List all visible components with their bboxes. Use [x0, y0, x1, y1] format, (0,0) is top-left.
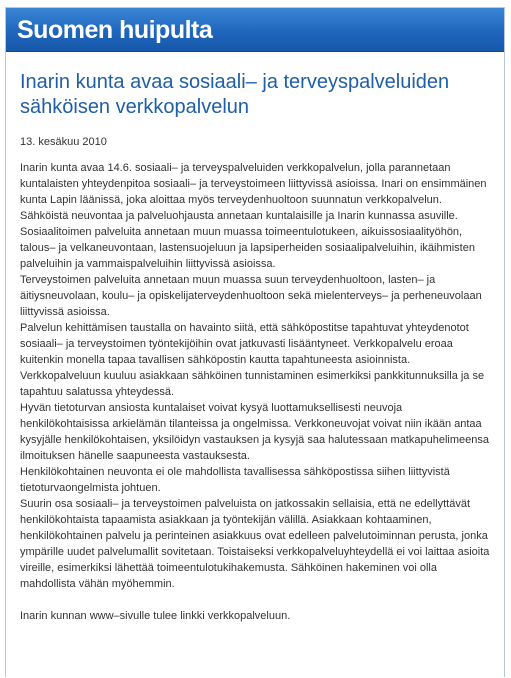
article-content: [6, 70, 504, 624]
paragraph: Suurin osa sosiaali– ja terveystoimen palveluista on jatkossakin sellaisia, että ne edellyttävät henkilökohtaista tapaamista asiakkaan ja työntekijän välillä. Asiakkaan kohtaaminen, henkilökohtainen palvelu ja perinteinen asiakkuus ovat edelleen palvelutoiminnan perusta, jonka ympärille uudet palvelumallit sovitetaan. Toistaiseksi verkkopalveluyhteydellä ei voi laittaa asioita vireille, esimerkiksi lähettää toimeentulotukihakemusta. Sähköinen hakeminen voi olla mahdollista vähän myöhemmin.: [20, 498, 490, 590]
paragraph: Palvelun kehittämisen taustalla on havainto siitä, että sähköpostitse tapahtuvat yhteydenotot sosiaali– ja terveystoimen työntekijöihin ovat jatkuvasti lisääntyneet. Verkkopalvelu eroaa kuitenkin monella tapaa tavallisen sähköpostin kautta tapahtuneesta asioinnista. Verkkopalveluun kuuluu asiakkaan sähköinen tunnistaminen esimerkiksi pankkitunnuksilla ja se tapahtuu salatussa yhteydessä.: [20, 322, 485, 398]
paragraph: Hyvän tietoturvan ansiosta kuntalaiset voivat kysyä luottamuksellisesti neuvoja henkilökohtaisissa arkielämän tilanteissa ja ongelmissa. Verkkoneuvojat voivat niin ikään antaa kysyjälle henkilökohtaisen, yksilöidyn vastauksen ja kysyjä saa halutessaan matkapuhelimeensa ilmoituksen hänelle saapuneesta vastauksesta.: [20, 402, 489, 462]
paragraph: Henkilökohtainen neuvonta ei ole mahdollista tavallisessa sähköpostissa siihen liittyvistä tietoturvaongelmista johtuen.: [20, 466, 450, 494]
article-body: [20, 160, 490, 624]
paragraph: Inarin kunta avaa 14.6. sosiaali– ja terveyspalveluiden verkkopalvelun, jolla parannetaan kuntalaisten yhteydenpitoa sosiaali– ja terveystoimeen liittyvissä asioissa. Inari on ensimmäinen kunta Lapin läänissä, joka aloittaa myös terveydenhuoltoon suunnatun verkkopalvelun. Sähköistä neuvontaa ja palveluohjausta annetaan kuntalaisille ja Inarin kunnassa asuville.: [20, 162, 487, 222]
paragraph: Inarin kunnan www–sivulle tulee linkki verkkopalveluun.: [20, 610, 291, 622]
paragraph: Terveystoimen palveluita annetaan muun muassa suun terveydenhuoltoon, lasten– ja äitiysneuvolaan, koulu– ja opiskelijaterveydenhuoltoon sekä mielenterveys– ja perheneuvolaan liittyvissä asioissa.: [20, 274, 482, 318]
section-title: Suomen huipulta: [17, 16, 213, 44]
section-header: [6, 8, 504, 52]
article-date: 13. kesäkuu 2010: [20, 136, 107, 148]
article-title: Inarin kunta avaa sosiaali– ja terveyspalveluiden sähköisen verkkopalvelun: [20, 71, 450, 118]
paragraph: Sosiaalitoimen palveluita annetaan muun muassa toimeentulotukeen, aikuissosiaalityöhön, talous– ja velkaneuvontaan, lastensuojeluun ja lapsiperheiden sosiaalipalveluihin, ikäihmisten palveluihin ja vammaispalveluihin liittyvissä asioissa.: [20, 226, 475, 270]
article-frame: [5, 7, 505, 677]
